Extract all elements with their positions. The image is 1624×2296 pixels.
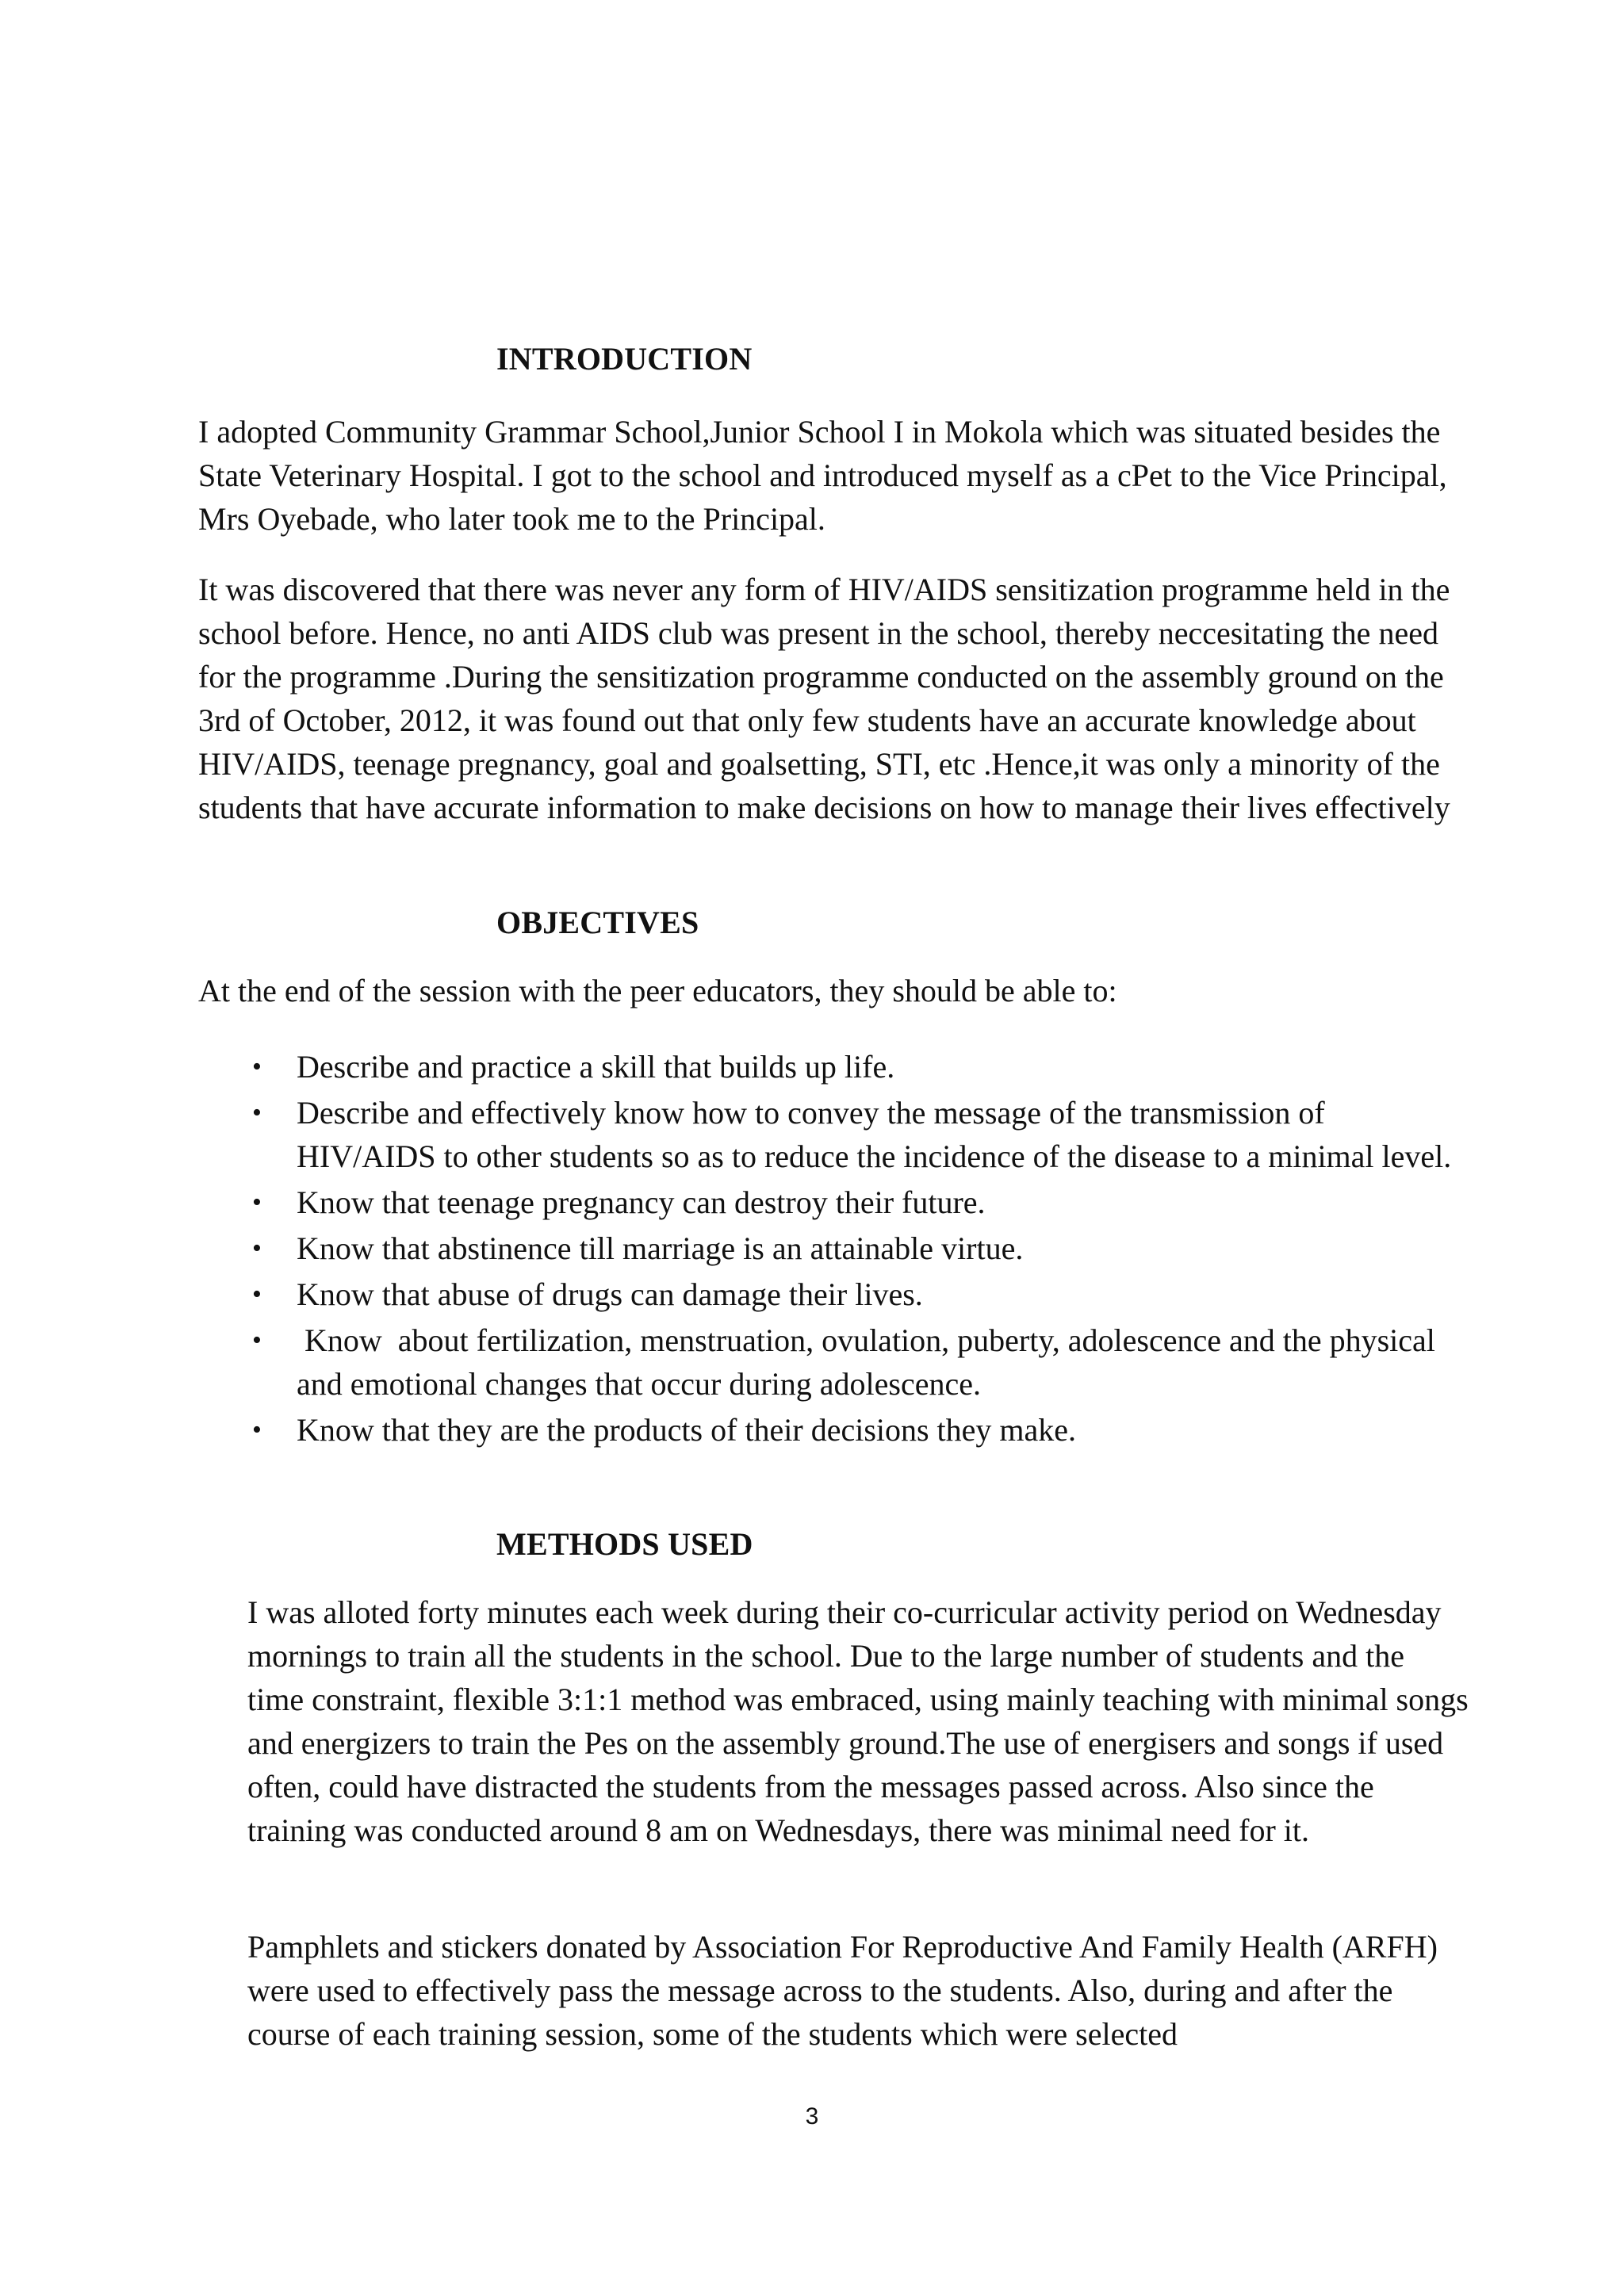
objective-text: Describe and effectively know how to convey the message of the transmission of HIV/AIDS to other students so as to reduce the incidence of the disease to a minimal level.	[297, 1095, 1452, 1174]
bullet-icon: •	[252, 1188, 262, 1217]
objective-item	[198, 1045, 1467, 1089]
objective-text: Know that they are the products of their decisions they make.	[297, 1412, 1077, 1448]
introduction-paragraph-2: It was discovered that there was never any form of HIV/AIDS sensitization programme held in the school before. Hence, no anti AIDS club was present in the school, thereby neccesitating the need for the programme .During the sensitization programme conducted on the assembly ground on the 3rd of October, 2012, it was found out that only few students have an accurate knowledge about HIV/AIDS, teenage pregnancy, goal and goalsetting, STI, etc .Hence,it was only a minority of the students that have accurate information to make decisions on how to manage their lives effectively	[198, 572, 1450, 825]
objective-text: Know that abstinence till marriage is an attainable virtue.	[297, 1230, 1024, 1266]
objective-item	[198, 1408, 1467, 1452]
objective-text: Describe and practice a skill that builds up life.	[297, 1049, 895, 1085]
bullet-icon: •	[252, 1326, 262, 1355]
page-number: 3	[805, 2103, 819, 2130]
bullet-icon: •	[252, 1415, 262, 1445]
objective-item	[198, 1181, 1467, 1224]
objectives-list	[198, 1045, 1467, 1454]
methods-paragraph-1: I was alloted forty minutes each week during their co-curricular activity period on Wednesday mornings to train all the students in the school. Due to the large number of students and the time constraint, flexible 3:1:1 method was embraced, using mainly teaching with minimal songs and energizers to train the Pes on the assembly ground.The use of energisers and songs if used often, could have distracted the students from the messages passed across. Also since the training was conducted around 8 am on Wednesdays, there was minimal need for it.	[247, 1594, 1469, 1848]
objective-item	[198, 1226, 1467, 1270]
objective-item	[198, 1318, 1467, 1406]
methods-paragraph-2: Pamphlets and stickers donated by Association For Reproductive And Family Health (ARFH) were used to effectively pass the message across to the students. Also, during and after the course of each training session, some of the students which were selected	[247, 1929, 1438, 2052]
bullet-icon: •	[252, 1234, 262, 1263]
bullet-icon: •	[252, 1280, 262, 1309]
objective-text: Know that teenage pregnancy can destroy their future.	[297, 1184, 986, 1220]
objective-item	[198, 1091, 1467, 1178]
objective-text: Know that abuse of drugs can damage their lives.	[297, 1276, 923, 1312]
bullet-icon: •	[252, 1098, 262, 1127]
objectives-intro: At the end of the session with the peer educators, they should be able to:	[198, 973, 1117, 1008]
objective-item	[198, 1272, 1467, 1316]
introduction-paragraph-1: I adopted Community Grammar School,Junior School I in Mokola which was situated besides the State Veterinary Hospital. I got to the school and introduced myself as a cPet to the Vice Principal, Mrs Oyebade, who later took me to the Principal.	[198, 414, 1447, 537]
bullet-icon: •	[252, 1052, 262, 1081]
objectives-heading: OBJECTIVES	[496, 905, 699, 940]
objective-text: Know about fertilization, menstruation, ovulation, puberty, adolescence and the physical and emotional changes that occur during adolescence.	[297, 1322, 1443, 1402]
introduction-heading: INTRODUCTION	[496, 341, 753, 377]
methods-heading: METHODS USED	[496, 1526, 753, 1562]
